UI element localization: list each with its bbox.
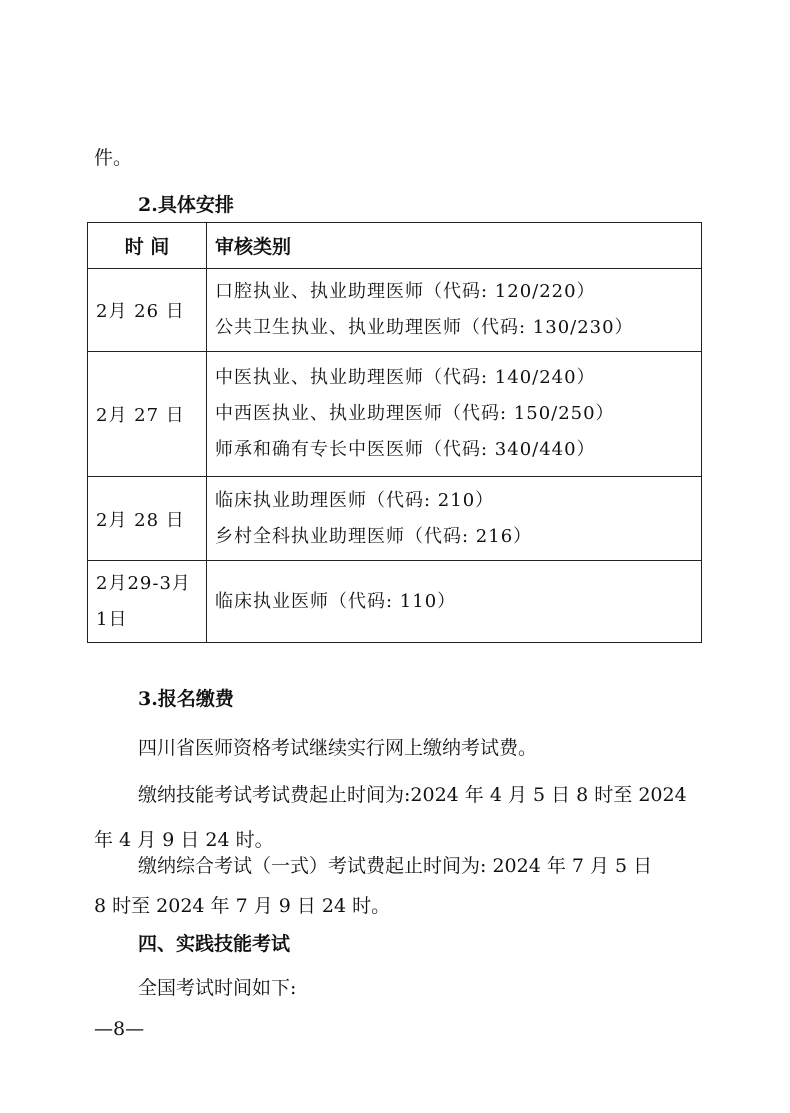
section3-paragraph-3-line1: 缴纳综合考试（一式）考试费起止时间为: 2024 年 7 月 5 日: [138, 855, 653, 877]
category-item: 临床执业医师（代码: 110）: [215, 590, 457, 612]
category-item: 口腔执业、执业助理医师（代码: 120/220）: [215, 281, 596, 302]
table-header-row: [88, 223, 702, 269]
table-row: [88, 561, 702, 643]
intro-tail: 件。: [94, 147, 133, 169]
category-item: 中医执业、执业助理医师（代码: 140/240）: [215, 367, 596, 388]
section3-paragraph-2-line1: 缴纳技能考试考试费起止时间为:2024 年 4 月 5 日 8 时至 2024: [138, 784, 687, 806]
section4-heading: 四、实践技能考试: [138, 933, 291, 955]
category-item: 中西医执业、执业助理医师（代码: 150/250）: [215, 403, 615, 424]
row-categories: [207, 269, 702, 352]
section2-heading: 2.具体安排: [138, 194, 234, 216]
section3-heading: 3.报名缴费: [138, 688, 234, 710]
row-date-line2: 1日: [96, 608, 128, 630]
section3-paragraph-3-line2: 8 时至 2024 年 7 月 9 日 24 时。: [94, 895, 391, 917]
row-date: 2月 28 日: [88, 477, 207, 561]
row-date: 2月 26 日: [88, 269, 207, 352]
category-item: 临床执业助理医师（代码: 210）: [215, 489, 495, 511]
table-row: [88, 269, 702, 352]
header-category: 审核类别: [207, 223, 702, 269]
row-date: 2月 27 日: [88, 352, 207, 477]
category-item: 乡村全科执业助理医师（代码: 216）: [215, 525, 533, 547]
row-categories: [207, 352, 702, 477]
section3-paragraph-2-line2: 年 4 月 9 日 24 时。: [94, 829, 274, 851]
header-time: 时 间: [88, 223, 207, 269]
row-categories: [207, 477, 702, 561]
category-item: 公共卫生执业、执业助理医师（代码: 130/230）: [215, 317, 634, 338]
row-date-line1: 2月29-3月: [96, 572, 191, 594]
section3-paragraph-1: 四川省医师资格考试继续实行网上缴纳考试费。: [138, 737, 538, 759]
table-row: [88, 477, 702, 561]
row-categories: [207, 561, 702, 643]
row-date: [88, 561, 207, 643]
page-number: —8—: [94, 1018, 145, 1040]
schedule-table: [87, 222, 702, 643]
table-row: [88, 352, 702, 477]
section4-paragraph-1: 全国考试时间如下:: [138, 977, 297, 999]
category-item: 师承和确有专长中医医师（代码: 340/440）: [215, 439, 596, 460]
